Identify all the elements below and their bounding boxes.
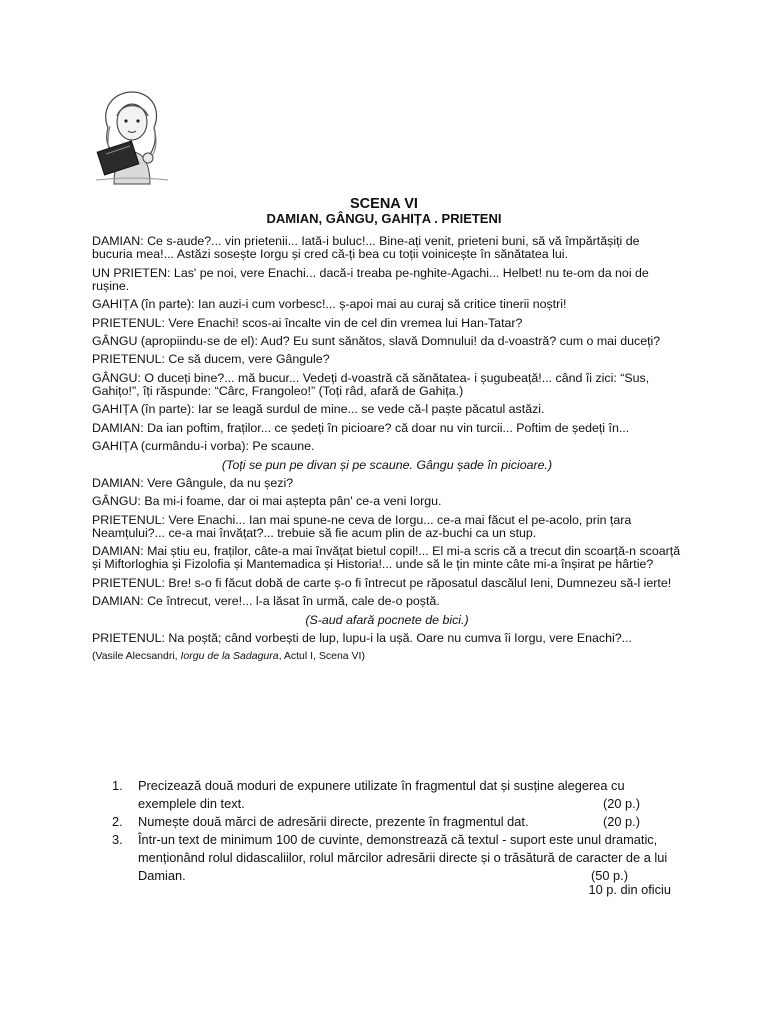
task-points: (50 p.) (591, 868, 628, 883)
task-text: Numește două mărci de adresării directe, prezente în fragmentul dat. (138, 814, 529, 829)
dialogue-line: PRIETENUL: Bre! s-o fi făcut dobă de carte ș-o fi întrecut pe răposatul dascălul Ieni, Dumnezeu să-l ierte! (92, 575, 672, 590)
task-item (112, 831, 676, 885)
stage-direction: (S-aud afară pocnete de bici.) (305, 612, 469, 627)
scene-characters: DAMIAN, GÂNGU, GAHIȚA . PRIETENI (266, 211, 502, 226)
task-item (112, 813, 676, 831)
dialogue-line: PRIETENUL: Na poștă; când vorbești de lup, lupu-i la ușă. Oare nu cumva îi Iorgu, vere Enachi?... (92, 631, 632, 646)
dialogue-line: UN PRIETEN: Las' pe noi, vere Enachi... dacă-i treaba pe-nghite-Agachi... Helbet! nu te-om da noi de rușine. (92, 265, 649, 293)
dialogue-line: GAHIȚA (în parte): Ian auzi-i cum vorbesc!... ș-apoi mai au curaj să critice tinerii noștri! (92, 297, 567, 312)
dialogue-line: DAMIAN: Ce s-aude?... vin prietenii... Iată-i buluc!... Bine-ați venit, prieteni buni, să vă împărtășiți de bucuria mea!... Astăzi sosește Iorgu și cred că-ți bea cu toții voinicește în sănătatea lui. (92, 234, 640, 262)
task-number: 1. (112, 778, 123, 793)
girl-reading-book-icon (92, 88, 172, 186)
task-points: (20 p.) (603, 796, 640, 811)
dialogue-line: PRIETENUL: Vere Enachi... Ian mai spune-ne ceva de Iorgu... ce-a mai făcut el pe-acolo, prin țara Neamțului?... ce-a mai învățat?... trebuie să fie acum plin de az-buchi ca un stup. (92, 512, 632, 540)
task-list (112, 777, 676, 885)
task-number: 2. (112, 814, 123, 829)
stage-direction: (Toți se pun pe divan și pe scaune. Gângu șade în picioare.) (221, 457, 553, 472)
dialogue-line: DAMIAN: Mai știu eu, fraților, câte-a mai învățat bietul copil!... El mi-a scris că a trecut din scoarță-n scoarță și Miftorloghia și Fizolofia și Mantemadica și Historia!... unde să le țin minte câte mi-a înșirat pe hârtie? (92, 544, 681, 572)
source-prefix: (Vasile Alecsandri, (92, 650, 181, 663)
dialogue-line: GÂNGU: O duceți bine?... mă bucur... Vedeți d-voastră că sănătatea- i șugubeață!... când îi zici: “Sus, Gahițo!”, îți răspunde: “Cârc, Frangoleo!” (Toți râd, afară de Gahița.) (92, 370, 650, 398)
scene-title: SCENA VI (350, 196, 418, 212)
dialogue-text (92, 235, 682, 664)
source-work-title: Iorgu de la Sadagura (180, 650, 279, 663)
dialogue-line: DAMIAN: Vere Gângule, da nu șezi? (92, 475, 294, 490)
dialogue-line: GAHIȚA (în parte): Iar se leagă surdul de mine... se vede că-l paște păcatul astăzi. (92, 402, 545, 417)
source-suffix: , Actul I, Scena VI) (278, 650, 365, 663)
default-points: 10 p. din oficiu (588, 882, 671, 897)
task-text: Precizează două moduri de expunere utilizate în fragmentul dat și susține alegerea cu exemplele din text. (138, 778, 625, 811)
dialogue-line: GAHIȚA (curmându-i vorba): Pe scaune. (92, 439, 315, 454)
task-number: 3. (112, 832, 123, 847)
dialogue-line: GÂNGU: Ba mi-i foame, dar oi mai aștepta pân' ce-a veni Iorgu. (92, 494, 442, 509)
dialogue-line: GÂNGU (apropiindu-se de el): Aud? Eu sunt sănătos, slavă Domnului! da d-voastră? cum o mai duceți? (92, 333, 661, 348)
task-item (112, 777, 676, 813)
dialogue-line: DAMIAN: Ce întrecut, vere!... l-a lăsat în urmă, cale de-o poștă. (92, 594, 440, 609)
dialogue-line: PRIETENUL: Ce să ducem, vere Gângule? (92, 352, 330, 367)
task-text: Într-un text de minimum 100 de cuvinte, demonstrează că textul - suport este unul dramatic, menționând rolul didascaliilor, rolul mărcilor adresării directe și o trăsătură de caracter de a lui Damian. (138, 832, 668, 883)
dialogue-line: PRIETENUL: Vere Enachi! scos-ai încalte vin de cel din vremea lui Han-Tatar? (92, 315, 523, 330)
source-citation (92, 650, 682, 663)
dialogue-line: DAMIAN: Da ian poftim, fraților... ce ședeți în picioare? că doar nu vin turcii... Poftim de ședeți în... (92, 420, 630, 435)
task-points: (20 p.) (603, 814, 640, 829)
